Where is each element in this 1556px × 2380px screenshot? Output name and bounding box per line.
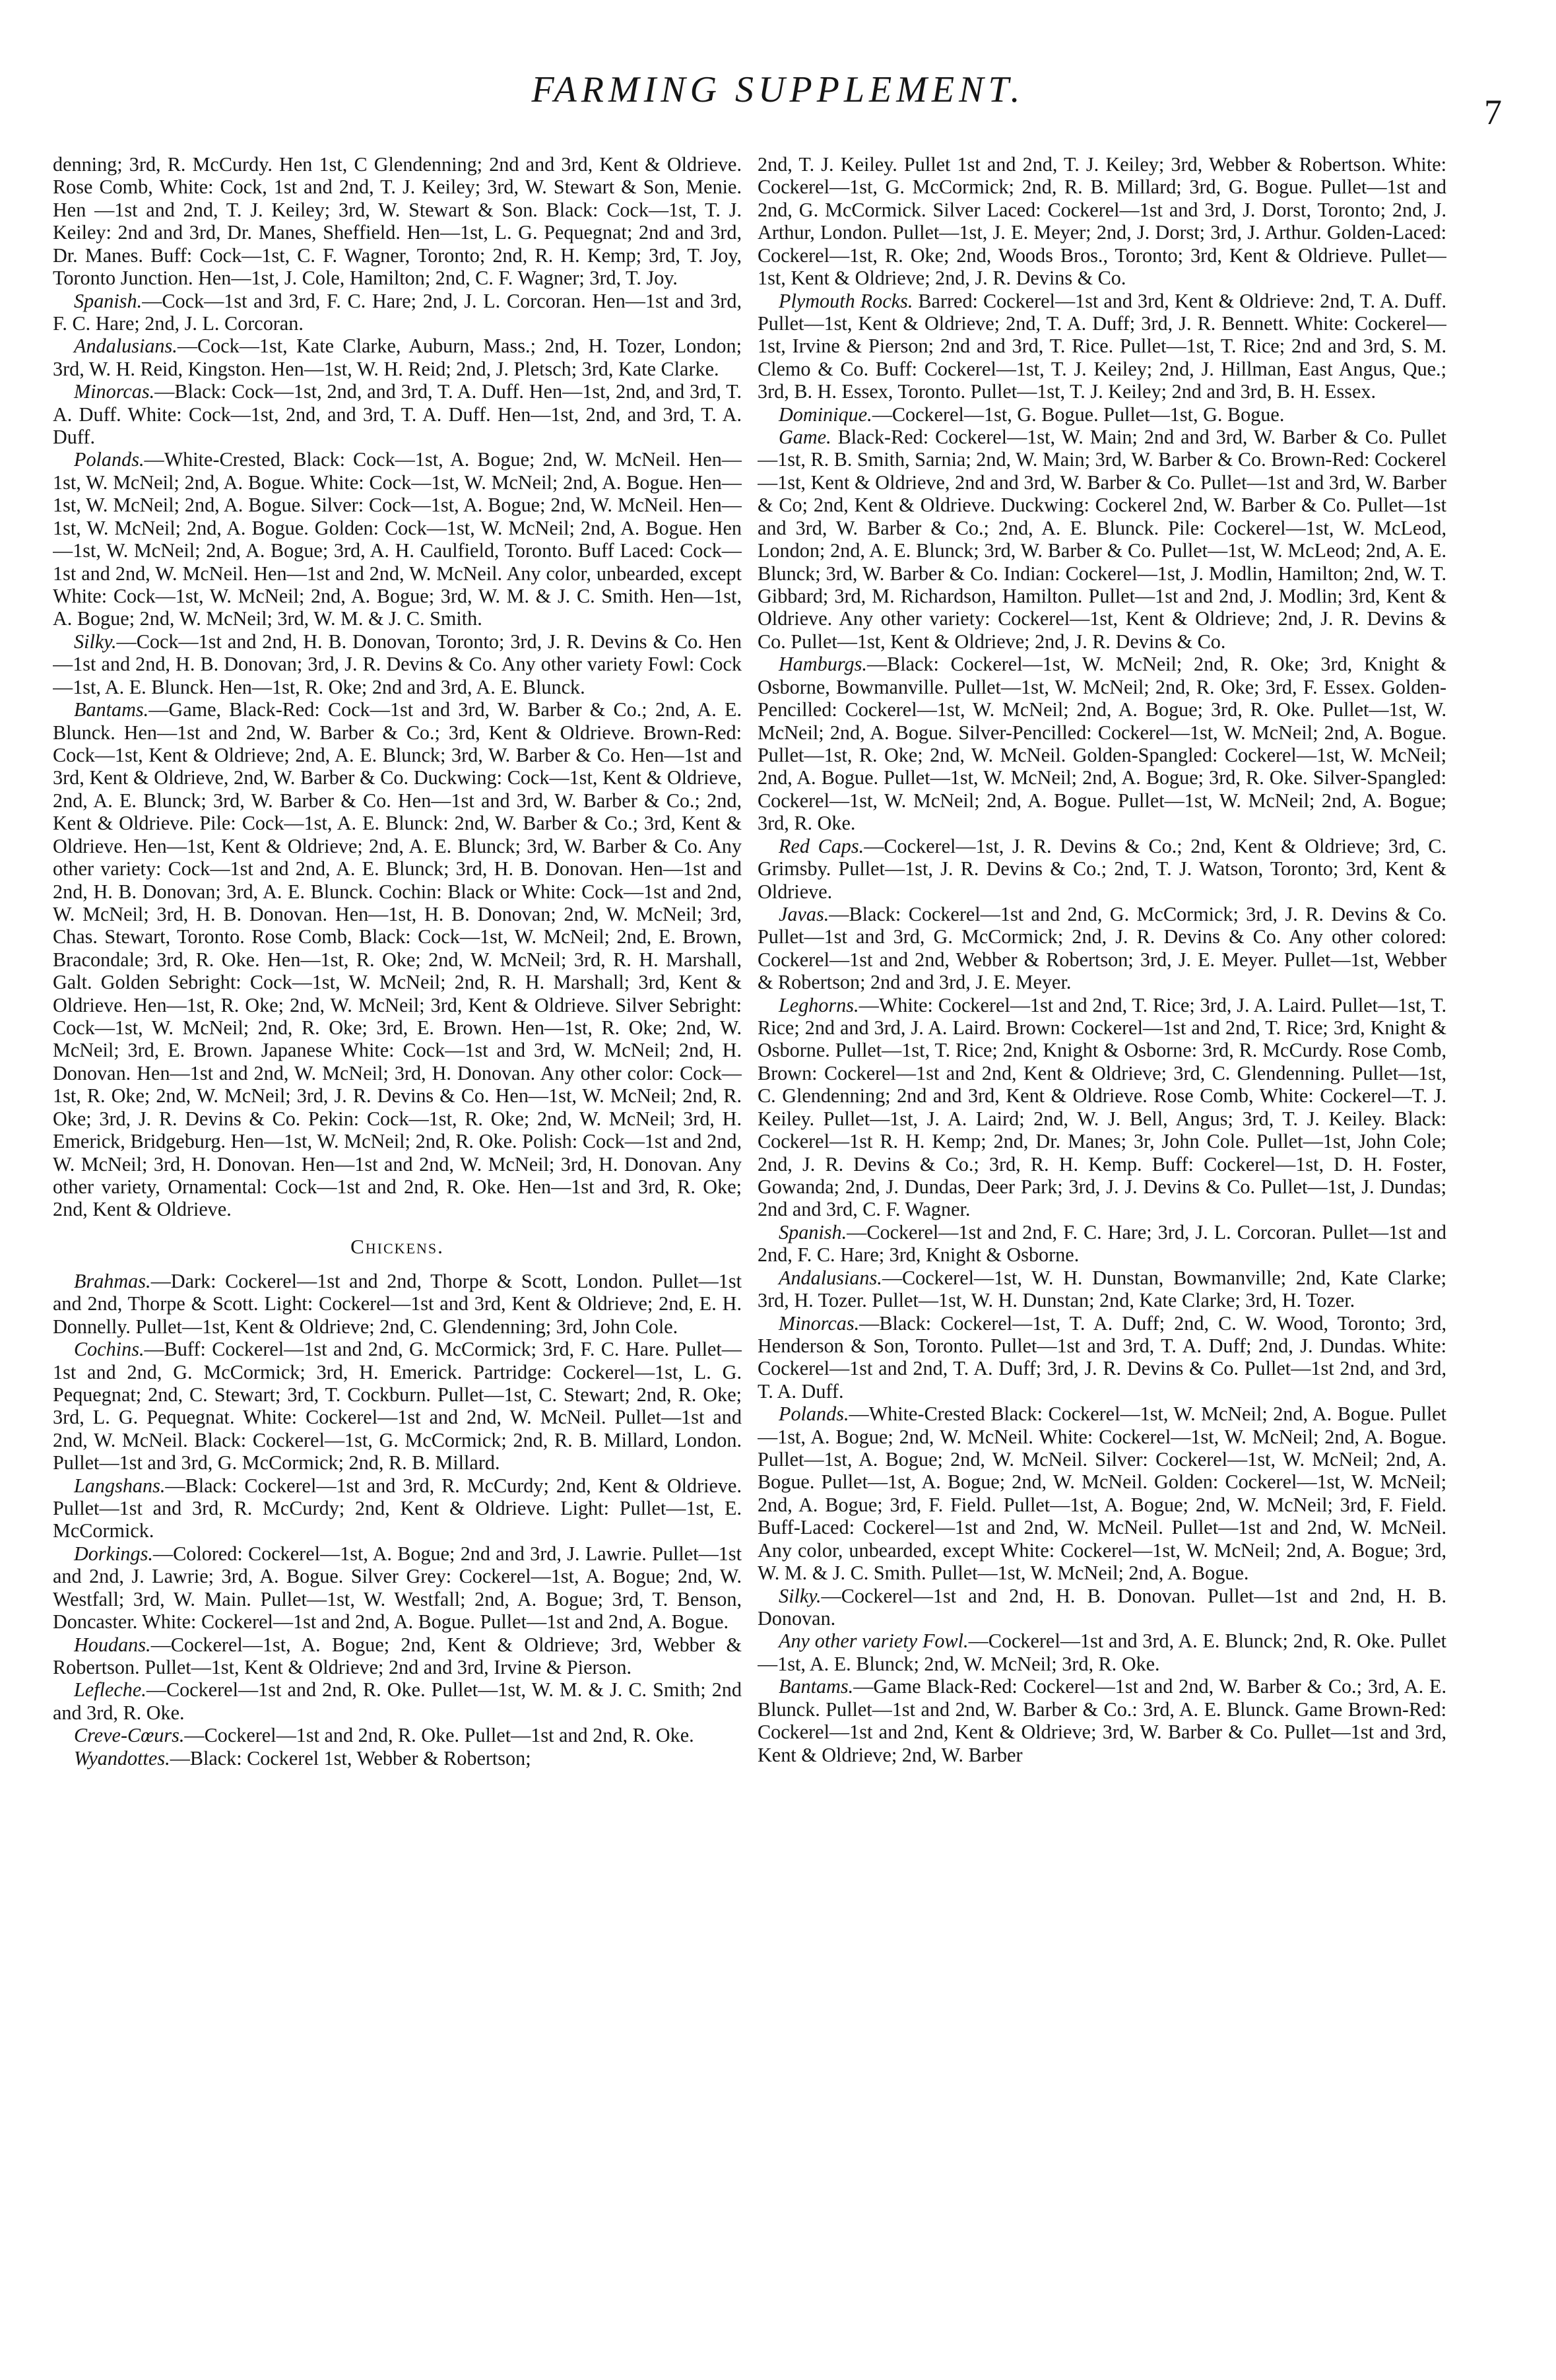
result-entry <box>53 698 742 1221</box>
result-text: Black-Red: Cockerel—1st, W. Main; 2nd and 3rd, W. Barber & Co. Pullet—1st, R. B. Smith, Sarnia; 2nd, W. Main; 3rd, W. Barber & Co. Brown-Red: Cockerel—1st, Kent & Oldrieve, 2nd and 3rd, W. Barber & Co. Pullet—1st and 3rd, W. Barber & Co; 2nd, Kent & Oldrieve. Duckwing: Cockerel 2nd, W. Barber & Co. Pullet—1st and 3rd, W. Barber & Co.; 2nd, A. E. Blunck. Pile: Cockerel—1st, W. McLeod, London; 2nd, A. E. Blunck; 3rd, W. Barber & Co. Pullet—1st, W. McLeod; 2nd, A. E. Blunck; 3rd, W. Barber & Co. Indian: Cockerel—1st, J. Modlin, Hamilton; 2nd, W. T. Gibbard; 3rd, M. Richardson, Hamilton. Pullet—1st and 2nd, J. Modlin; 3rd, Kent & Oldrieve. Any other variety: Cockerel—1st, Kent & Oldrieve; 2nd, J. R. Devins & Co. Pullet—1st, Kent & Oldrieve; 2nd, J. R. Devins & Co. <box>758 426 1446 653</box>
result-text: —Black: Cockerel—1st and 3rd, R. McCurdy; 2nd, Kent & Oldrieve. Pullet—1st and 3rd, R. McCurdy; 2nd, Kent & Oldrieve. Light: Pullet—1st, E. McCormick. <box>53 1474 742 1542</box>
chickens-results <box>53 1270 742 1769</box>
result-entry <box>53 380 742 448</box>
breed-name: Polands. <box>779 1403 849 1426</box>
result-entry <box>53 1338 742 1474</box>
breed-name: Red Caps. <box>779 834 864 857</box>
result-text: —Cockerel—1st and 2nd, H. B. Donovan. Pullet—1st and 2nd, H. B. Donovan. <box>758 1584 1446 1630</box>
section-heading-chickens: Chickens. <box>350 1234 444 1258</box>
result-entry <box>758 1585 1446 1630</box>
result-text: —Cockerel—1st, W. H. Dunstan, Bowmanville; 2nd, Kate Clarke; 3rd, H. Tozer. Pullet—1st, W. H. Dunstan; 2nd, Kate Clarke; 3rd, H. Tozer. <box>758 1266 1446 1312</box>
breed-name: Minorcas. <box>779 1311 860 1335</box>
result-entry <box>758 1267 1446 1312</box>
result-text: —Black: Cockerel—1st and 2nd, G. McCormick; 3rd, J. R. Devins & Co. Pullet—1st and 3rd, G. McCormick; 2nd, J. R. Devins & Co. Any other colored: Cockerel—1st and 2nd, Webber & Robertson; 3rd, J. E. Meyer. Pullet—1st, Webber & Robertson; 2nd and 3rd, J. E. Meyer. <box>758 902 1446 994</box>
result-text: —Dark: Cockerel—1st and 2nd, Thorpe & Scott, London. Pullet—1st and 2nd, Thorpe & Scott. Light: Cockerel—1st and 3rd, Kent & Oldrieve; 2nd, E. H. Donnelly. Pullet—1st, Kent & Oldrieve; 2nd, C. Glendenning; 3rd, John Cole. <box>53 1269 742 1338</box>
result-text: Barred: Cockerel—1st and 3rd, Kent & Oldrieve: 2nd, T. A. Duff. Pullet—1st, Kent & Oldrieve; 2nd, T. A. Duff; 3rd, J. R. Bennett. White: Cockerel—1st, Irvine & Pierson; 2nd and 3rd, T. Rice. Pullet—1st, T. Rice; 2nd and 3rd, S. M. Clemo & Co. Buff: Cockerel—1st, T. J. Keiley; 2nd, J. Hillman, East Angus, Que.; 3rd, B. H. Essex, Toronto. Pullet—1st, T. J. Keiley; 2nd and 3rd, B. H. Essex. <box>758 289 1446 403</box>
running-title: FARMING SUPPLEMENT. <box>531 69 1025 110</box>
result-entry <box>53 290 742 335</box>
result-text: —Black: Cockerel—1st, T. A. Duff; 2nd, C. W. Wood, Toronto; 3rd, Henderson & Son, Toronto. Pullet—1st and 3rd, T. A. Duff; 2nd, J. Dundas. White: Cockerel—1st and 2nd, T. A. Duff; 3rd, J. R. Devins & Co. Pullet—1st 2nd, and 3rd, T. A. Duff. <box>758 1311 1446 1403</box>
breed-name: Wyandottes. <box>74 1746 170 1769</box>
result-entry <box>53 1474 742 1542</box>
result-text: —Cock—1st and 2nd, H. B. Donovan, Toronto; 3rd, J. R. Devins & Co. Hen—1st and 2nd, H. B. Donovan; 3rd, J. R. Devins & Co. Any other variety Fowl: Cock—1st, A. E. Blunck. Hen—1st, R. Oke; 2nd and 3rd, A. E. Blunck. <box>53 630 742 698</box>
result-entry <box>53 1634 742 1679</box>
breed-name: Hamburgs. <box>779 653 867 676</box>
page-number: 7 <box>1484 92 1502 132</box>
result-text: —Game Black-Red: Cockerel—1st and 2nd, W. Barber & Co.; 3rd, A. E. Blunck. Pullet—1st and 2nd, W. Barber & Co.: 3rd, A. E. Blunck. Game Brown-Red: Cockerel—1st and 2nd, Kent & Oldrieve; 3rd, W. Barber & Co. Pullet—1st and 3rd, Kent & Oldrieve; 2nd, W. Barber <box>758 1675 1446 1766</box>
breed-name: Creve-Cœurs. <box>74 1724 185 1747</box>
result-text: —Cock—1st, Kate Clarke, Auburn, Mass.; 2nd, H. Tozer, London; 3rd, W. H. Reid, Kingston. Hen—1st, W. H. Reid; 2nd, J. Pletsch; 3rd, Kate Clarke. <box>53 335 742 380</box>
result-text: —Cock—1st and 3rd, F. C. Hare; 2nd, J. L. Corcoran. Hen—1st and 3rd, F. C. Hare; 2nd, J. L. Corcoran. <box>53 289 742 335</box>
result-entry <box>758 1312 1446 1403</box>
result-text: —White: Cockerel—1st and 2nd, T. Rice; 3rd, J. A. Laird. Pullet—1st, T. Rice; 2nd and 3rd, J. A. Laird. Brown: Cockerel—1st and 2nd, T. Rice; 3rd, Knight & Osborne. Pullet—1st, T. Rice; 2nd, Knight & Osborne: 3rd, R. McCurdy. Rose Comb, Brown: Cockerel—1st and 2nd, Kent & Oldrieve; 3rd, C. Glendenning. Pullet—1st, C. Glendenning; 2nd and 3rd, Kent & Oldrieve. Rose Comb, White: Cockerel—T. J. Keiley. Pullet—1st, J. A. Laird; 2nd, W. J. Bell, Angus; 3rd, T. J. Keiley. Black: Cockerel—1st R. H. Kemp; 2nd, Dr. Manes; 3r, John Cole. Pullet—1st, John Cole; 2nd, J. R. Devins & Co.; 3rd, R. H. Kemp. Buff: Cockerel—1st, D. H. Foster, Gowanda; 2nd, J. Dundas, Deer Park; 3rd, J. J. Devins & Co. Pullet—1st, J. Dundas; 2nd and 3rd, C. F. Wagner. <box>758 993 1446 1221</box>
breed-name: Houdans. <box>74 1633 151 1656</box>
result-entry <box>53 448 742 630</box>
continued-paragraph: 2nd, T. J. Keiley. Pullet 1st and 2nd, T. J. Keiley; 3rd, Webber & Robertson. White: Cockerel—1st, G. McCormick; 2nd, R. B. Millard; 3rd, G. Bogue. Pullet—1st and 2nd, G. McCormick. Silver Laced: Cockerel—1st and 3rd, J. Dorst, Toronto; 2nd, J. Arthur, London. Pullet—1st, J. E. Meyer; 2nd, J. Dorst; 3rd, J. Arthur. Golden-Laced: Cockerel—1st, R. Oke; 2nd, Woods Bros., Toronto; 3rd, Kent & Oldrieve. Pullet—1st, Kent & Oldrieve; 2nd, J. R. Devins & Co. <box>758 153 1446 290</box>
breed-name: Andalusians. <box>779 1266 882 1289</box>
breed-name: Javas. <box>779 902 829 925</box>
page-header <box>0 0 1556 139</box>
result-entry <box>53 1542 742 1634</box>
result-entry <box>53 1678 742 1724</box>
result-text: —Cockerel—1st and 2nd, F. C. Hare; 3rd, J. L. Corcoran. Pullet—1st and 2nd, F. C. Hare; 3rd, Knight & Osborne. <box>758 1220 1446 1267</box>
breed-name: Bantams. <box>779 1675 854 1698</box>
result-entry <box>758 1403 1446 1584</box>
result-text: —Cockerel—1st, J. R. Devins & Co.; 2nd, Kent & Oldrieve; 3rd, C. Grimsby. Pullet—1st, J. R. Devins & Co.; 2nd, T. J. Watson, Toronto; 3rd, Kent & Oldrieve. <box>758 834 1446 903</box>
breed-name: Game. <box>779 426 831 449</box>
result-text: —Cockerel—1st and 2nd, R. Oke. Pullet—1st and 2nd, R. Oke. <box>184 1724 694 1747</box>
breed-name: Lefleche. <box>74 1678 146 1702</box>
result-entry <box>758 426 1446 653</box>
breed-name: Leghorns. <box>779 993 859 1016</box>
result-text: —White-Crested, Black: Cock—1st, A. Bogue; 2nd, W. McNeil. Hen—1st, W. McNeil; 2nd, A. Bogue. White: Cock—1st, W. McNeil; 2nd, A. Bogue. Hen—1st, W. McNeil; 2nd, A. Bogue. Silver: Cock—1st, A. Bogue; 2nd, W. McNeil. Hen—1st, W. McNeil; 2nd, A. Bogue. Golden: Cock—1st, W. McNeil; 2nd, A. Bogue. Hen—1st, W. McNeil; 2nd, A. Bogue; 3rd, A. H. Caulfield, Toronto. Buff Laced: Cock—1st and 2nd, W. McNeil. Hen—1st and 2nd, W. McNeil. Any color, unbearded, except White: Cock—1st, W. McNeil; 2nd, A. Bogue; 3rd, W. M. & J. C. Smith. Hen—1st, A. Bogue; 2nd, W. McNeil; 3rd, W. M. & J. C. Smith. <box>53 448 742 630</box>
breed-name: Dominique. <box>779 403 872 426</box>
continued-paragraph: denning; 3rd, R. McCurdy. Hen 1st, C Glendenning; 2nd and 3rd, Kent & Oldrieve. Rose Comb, White: Cock, 1st and 2nd, T. J. Keiley; 3rd, W. Stewart & Son, Menie. Hen —1st and 2nd, T. J. Keiley; 3rd, W. Stewart & Son. Black: Cock—1st, T. J. Keiley: 2nd and 3rd, Dr. Manes, Sheffield. Hen—1st, L. G. Pequegnat; 2nd and 3rd, Dr. Manes. Buff: Cock—1st, C. F. Wagner, Toronto; 2nd, R. H. Kemp; 3rd, T. Joy, Toronto Junction. Hen—1st, J. Cole, Hamilton; 2nd, C. F. Wagner; 3rd, T. Joy. <box>53 153 742 290</box>
fowls-results <box>53 290 742 1221</box>
result-entry <box>758 403 1446 426</box>
result-entry <box>758 1221 1446 1267</box>
result-text: —Colored: Cockerel—1st, A. Bogue; 2nd and 3rd, J. Lawrie. Pullet—1st and 2nd, J. Lawrie; 3rd, A. Bogue. Silver Grey: Cockerel—1st, A. Bogue; 2nd, W. Westfall; 3rd, W. Main. Pullet—1st, W. Westfall; 2nd, A. Bogue; 3rd, T. Benson, Doncaster. White: Cockerel—1st and 2nd, A. Bogue. Pullet—1st and 2nd, A. Bogue. <box>53 1542 742 1634</box>
result-entry <box>758 994 1446 1221</box>
result-entry <box>53 630 742 698</box>
breed-name: Andalusians. <box>74 335 178 358</box>
breed-name: Langshans. <box>74 1474 166 1497</box>
breed-name: Any other variety Fowl. <box>779 1630 969 1653</box>
breed-name: Silky. <box>779 1584 822 1607</box>
left-column <box>53 153 742 2351</box>
result-text: —Cockerel—1st and 3rd, A. E. Blunck; 2nd, R. Oke. Pullet—1st, A. E. Blunck; 2nd, W. McNeil; 3rd, R. Oke. <box>758 1630 1446 1675</box>
result-entry <box>758 290 1446 403</box>
breed-name: Dorkings. <box>74 1542 153 1565</box>
result-entry <box>53 335 742 380</box>
result-entry <box>53 1747 742 1769</box>
breed-name: Polands. <box>74 448 145 471</box>
result-entry <box>758 903 1446 994</box>
breed-name: Brahmas. <box>74 1269 151 1292</box>
breed-name: Minorcas. <box>74 380 155 403</box>
breed-name: Spanish. <box>779 1220 847 1243</box>
breed-name: Plymouth Rocks. <box>779 289 913 312</box>
result-entry <box>758 653 1446 834</box>
right-column <box>758 153 1446 2351</box>
breed-name: Cochins. <box>74 1338 145 1361</box>
result-entry <box>758 1675 1446 1766</box>
result-text: —Black: Cockerel—1st, W. McNeil; 2nd, R. Oke; 3rd, Knight & Osborne, Bowmanville. Pullet—1st, W. McNeil; 2nd, R. Oke; 3rd, F. Essex. Golden-Pencilled: Cockerel—1st, W. McNeil; 2nd, A. Bogue; 3rd, R. Oke. Pullet—1st, W. McNeil; 2nd, A. Bogue. Silver-Pencilled: Cockerel—1st, W. McNeil; 2nd, A. Bogue. Pullet—1st, R. Oke; 2nd, W. McNeil. Golden-Spangled: Cockerel—1st, W. McNeil; 2nd, A. Bogue. Pullet—1st, W. McNeil; 2nd, A. Bogue; 3rd, R. Oke. Silver-Spangled: Cockerel—1st, W. McNeil; 2nd, A. Bogue. Pullet—1st, W. McNeil; 2nd, A. Bogue; 3rd, R. Oke. <box>758 653 1446 835</box>
breed-name: Spanish. <box>74 289 143 312</box>
result-text: —Game, Black-Red: Cock—1st and 3rd, W. Barber & Co.; 2nd, A. E. Blunck. Hen—1st and 2nd, W. Barber & Co.; 3rd, Kent & Oldrieve. Brown-Red: Cock—1st, Kent & Oldrieve; 2nd, A. E. Blunck; 3rd, W. Barber & Co. Hen—1st and 3rd, Kent & Oldrieve, 2nd, W. Barber & Co. Duckwing: Cock—1st, Kent & Oldrieve, 2nd, A. E. Blunck; 3rd, W. Barber & Co. Hen—1st and 3rd, W. Barber & Co.; 2nd, Kent & Oldrieve. Pile: Cock—1st, A. E. Blunck: 2nd, W. Barber & Co.; 3rd, Kent & Oldrieve. Hen—1st, Kent & Oldrieve; 2nd, A. E. Blunck; 3rd, W. Barber & Co. Any other variety: Cock—1st and 2nd, A. E. Blunck; 3rd, H. B. Donovan. Hen—1st and 2nd, H. B. Donovan; 3rd, A. E. Blunck. Cochin: Black or White: Cock—1st and 2nd, W. McNeil; 3rd, H. B. Donovan. Hen—1st, H. B. Donovan; 2nd, W. McNeil; 3rd, Chas. Stewart, Toronto. Rose Comb, Black: Cock—1st, W. McNeil; 2nd, E. Brown, Bracondale; 3rd, R. Oke. Hen—1st, R. Oke; 2nd, W. McNeil; 3rd, R. H. Marshall, Galt. Golden Sebright: Cock—1st, W. McNeil; 2nd, R. H. Marshall; 3rd, Kent & Oldrieve. Hen—1st, R. Oke; 2nd, W. McNeil; 3rd, Kent & Oldrieve. Silver Sebright: Cock—1st, W. McNeil; 2nd, R. Oke; 3rd, E. Brown. Hen—1st, R. Oke; 2nd, W. McNeil; 3rd, E. Brown. Japanese White: Cock—1st and 3rd, W. McNeil; 2nd, H. Donovan. Hen—1st and 2nd, W. McNeil; 3rd, H. Donovan. Any other color: Cock—1st, R. Oke; 2nd, W. McNeil; 3rd, J. R. Devins & Co. Hen—1st, W. McNeil; 2nd, R. Oke; 3rd, J. R. Devins & Co. Pekin: Cock—1st, R. Oke; 2nd, W. McNeil; 3rd, H. Emerick, Bridgeburg. Hen—1st, W. McNeil; 2nd, R. Oke. Polish: Cock—1st and 2nd, W. McNeil; 3rd, H. Donovan. Hen—1st and 2nd, W. McNeil; 3rd, H. Donovan. Any other variety, Ornamental: Cock—1st and 2nd, R. Oke. Hen—1st and 3rd, R. Oke; 2nd, Kent & Oldrieve. <box>53 698 742 1221</box>
breed-name: Silky. <box>74 630 117 653</box>
result-entry <box>758 835 1446 903</box>
result-text: —Black: Cock—1st, 2nd, and 3rd, T. A. Duff. Hen—1st, 2nd, and 3rd, T. A. Duff. White: Cock—1st, 2nd, and 3rd, T. A. Duff. Hen—1st, 2nd, and 3rd, T. A. Duff. <box>53 380 742 449</box>
result-text: —Buff: Cockerel—1st and 2nd, G. McCormick; 3rd, F. C. Hare. Pullet—1st and 2nd, G. McCormick; 3rd, H. Emerick. Partridge: Cockerel—1st, L. G. Pequegnat; 2nd, C. Stewart; 3rd, T. Cockburn. Pullet—1st, C. Stewart; 2nd, R. Oke; 3rd, L. G. Pequegnat. White: Cockerel—1st and 2nd, W. McNeil. Pullet—1st and 2nd, W. McNeil. Black: Cockerel—1st, G. McCormick; 2nd, R. B. Millard, London. Pullet—1st and 3rd, G. McCormick; 2nd, R. B. Millard. <box>53 1338 742 1474</box>
breed-name: Bantams. <box>74 698 149 721</box>
result-entry <box>53 1270 742 1338</box>
result-text: —Cockerel—1st, G. Bogue. Pullet—1st, G. Bogue. <box>872 403 1285 426</box>
result-entry <box>53 1724 742 1746</box>
result-text: —Black: Cockerel 1st, Webber & Robertson; <box>170 1746 531 1769</box>
result-text: —Cockerel—1st, A. Bogue; 2nd, Kent & Oldrieve; 3rd, Webber & Robertson. Pullet—1st, Kent & Oldrieve; 2nd and 3rd, Irvine & Pierson. <box>53 1633 742 1678</box>
result-entry <box>758 1630 1446 1675</box>
result-text: —White-Crested Black: Cockerel—1st, W. McNeil; 2nd, A. Bogue. Pullet—1st, A. Bogue; 2nd, W. McNeil. White: Cockerel—1st, W. McNeil; 2nd, A. Bogue. Pullet—1st, A. Bogue; 2nd, W. McNeil. Silver: Cockerel—1st, W. McNeil; 2nd, A. Bogue. Pullet—1st, A. Bogue; 2nd, W. McNeil. Golden: Cockerel—1st, W. McNeil; 2nd, A. Bogue; 3rd, F. Field. Pullet—1st, A. Bogue; 2nd, W. McNeil; 3rd, F. Field. Buff-Laced: Cockerel—1st and 2nd, W. McNeil. Pullet—1st and 2nd, W. McNeil. Any color, unbearded, except White: Cockerel—1st, W. McNeil; 2nd, A. Bogue; 3rd, W. M. & J. C. Smith. Pullet—1st, W. McNeil; 2nd, A. Bogue. <box>758 1403 1446 1585</box>
result-text: —Cockerel—1st and 2nd, R. Oke. Pullet—1st, W. M. & J. C. Smith; 2nd and 3rd, R. Oke. <box>53 1678 742 1724</box>
chickens-results-continued <box>758 290 1446 1766</box>
